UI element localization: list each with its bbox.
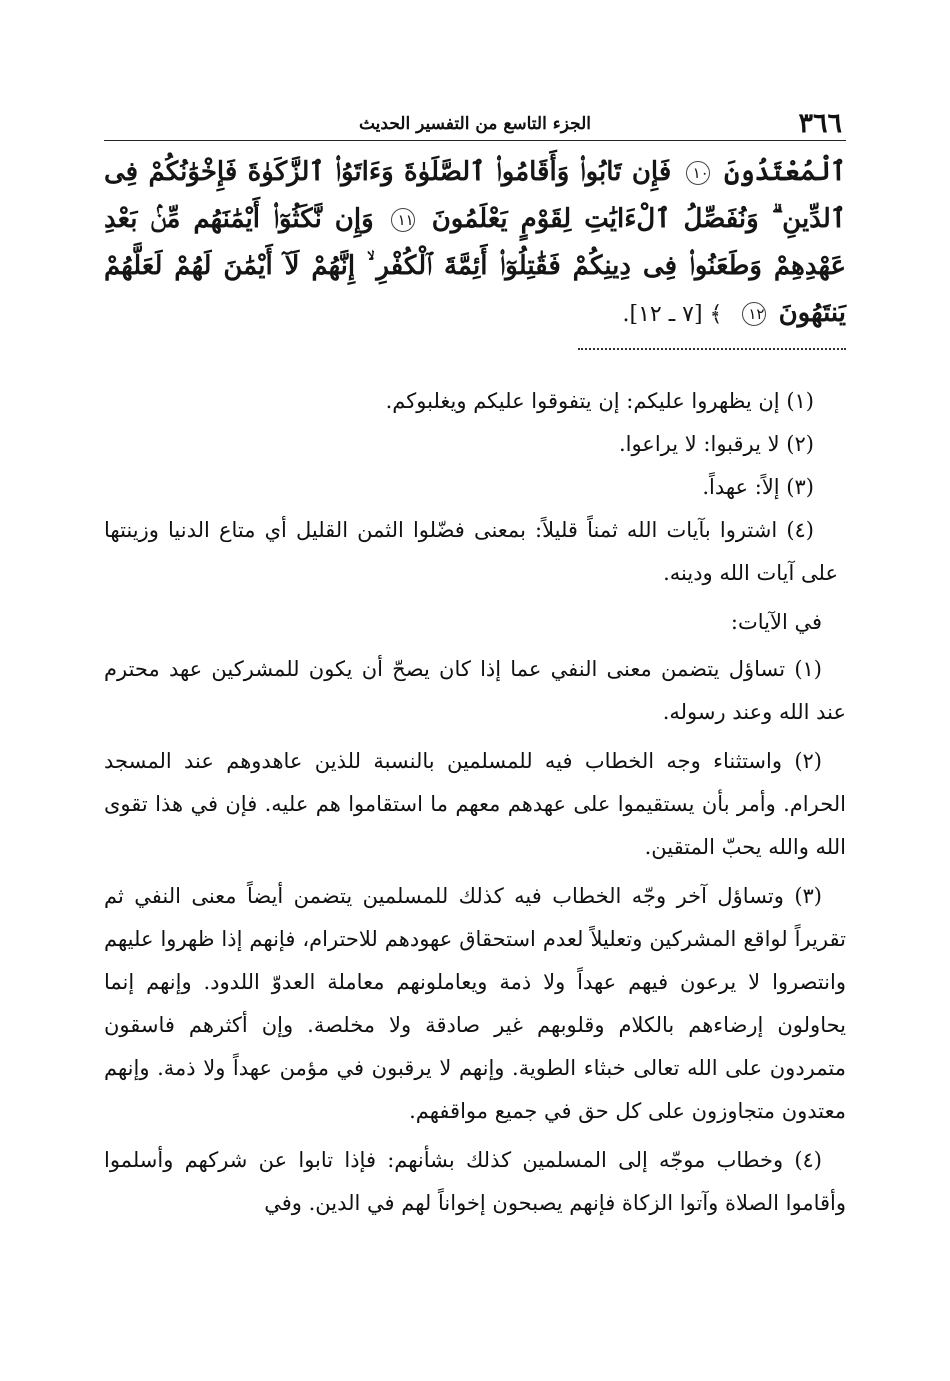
footnotes bbox=[104, 380, 846, 595]
quran-verses bbox=[104, 149, 846, 338]
footnote-2: (٢) لا يرقبوا: لا يراعوا. bbox=[618, 432, 814, 456]
paragraph-1: (١) تساؤل يتضمن معنى النفي عما إذا كان يصحّ أن يكون للمشركين عهد محترم عند الله وعند رسوله. bbox=[104, 657, 846, 724]
page-number: ٣٦٦ bbox=[798, 108, 842, 139]
paragraph-4: (٤) وخطاب موجّه إلى المسلمين كذلك بشأنهم: فإذا تابوا عن شركهم وأسلموا وأقاموا الصلاة وآتوا الزكاة فإنهم يصبحون إخواناً لهم في الدين. وفي bbox=[104, 1148, 846, 1215]
footnote-separator bbox=[578, 348, 846, 350]
paragraph-2: (٢) واستثناء وجه الخطاب فيه للمسلمين بالنسبة للذين عاهدوهم عند المسجد الحرام. وأمر بأن يستقيموا على عهدهم معهم ما استقاموا هم عليه. فإن في هذا تقوى الله والله يحبّ المتقين. bbox=[104, 749, 846, 859]
verse-text-3: وَإِن نَّكَثُوٓا۟ أَيْمَٰنَهُم مِّنۢ بَعْدِ عَهْدِهِمْ وَطَعَنُوا۟ فِى دِينِكُمْ فَقَٰتِلُوٓا۟ أَئِمَّةَ ٱلْكُفْرِ ۙ إِنَّهُمْ لَآ أَيْمَٰنَ لَهُمْ لَعَلَّهُمْ يَنتَهُونَ bbox=[104, 204, 846, 328]
header-title: الجزء التاسع من التفسير الحديث bbox=[358, 114, 591, 134]
footnote-1: (١) إن يظهروا عليكم: إن يتفوقوا عليكم ويغلبوكم. bbox=[385, 389, 814, 413]
section-heading: في الآيات: bbox=[730, 610, 822, 634]
footnote-4: (٤) اشتروا بآيات الله ثمناً قليلاً: بمعنى فضّلوا الثمن القليل أي متاع الدنيا وزينتها على آيات الله ودينه. bbox=[104, 518, 838, 585]
verse-reference: ﴾ [٧ ـ ١٢]. bbox=[622, 302, 723, 327]
ayah-number-10: ١٠ bbox=[686, 161, 710, 185]
commentary-section bbox=[104, 601, 846, 1225]
paragraph-3: (٣) وتساؤل آخر وجّه الخطاب فيه كذلك للمسلمين يتضمن أيضاً معنى النفي ثم تقريراً لواقع المشركين وتعليلاً لعدم استحقاق عهودهم للاحترام، فإنهم إذا ظهروا عليهم وانتصروا لا يرعون فيهم عهداً ولا ذمة ويعاملونهم معاملة العدوّ اللدود. وإنهم إنما يحاولون إرضاءهم بالكلام وقلوبهم غير صادقة ولا مخلصة. وإن أكثرهم فاسقون متمردون على الله تعالى خبثاء الطوية. وإنهم لا يرقبون في مؤمن عهداً ولا ذمة. وإنهم معتدون متجاوزون على كل حق في جميع مواقفهم. bbox=[104, 884, 846, 1123]
ayah-number-12: ١٢ bbox=[742, 302, 766, 326]
verse-text-2: فَإِن تَابُوا۟ وَأَقَامُوا۟ ٱلصَّلَوٰةَ وَءَاتَوُا۟ ٱلزَّكَوٰةَ فَإِخْوَٰنُكُمْ فِى ٱلدِّينِ ۗ وَنُفَصِّلُ ٱلْءَايَٰتِ لِقَوْمٍ يَعْلَمُونَ bbox=[104, 157, 846, 234]
book-page bbox=[104, 108, 846, 1368]
footnote-3: (٣) إلاً: عهداً. bbox=[702, 475, 814, 499]
ayah-number-11: ١١ bbox=[391, 208, 415, 232]
running-header bbox=[104, 108, 846, 141]
verse-text-1: ٱلْمُعْتَدُونَ bbox=[724, 157, 846, 187]
